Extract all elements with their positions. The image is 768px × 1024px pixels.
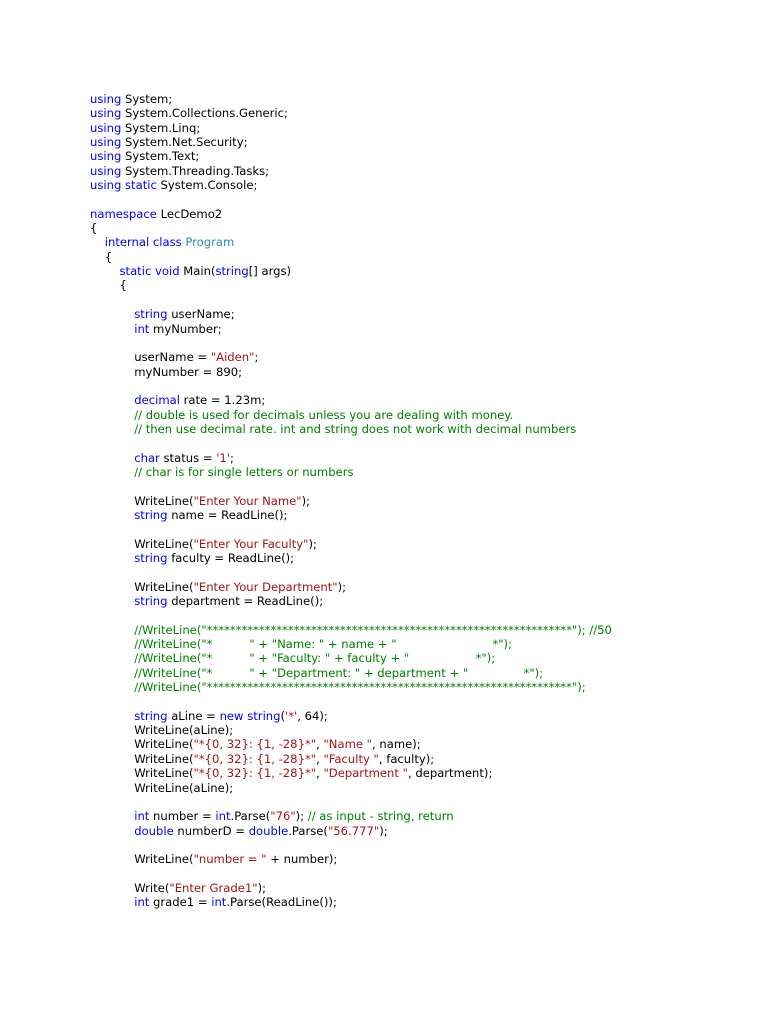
text-token: WriteLine( xyxy=(90,852,194,867)
text-token: LecDemo2 xyxy=(156,206,223,221)
code-line xyxy=(90,494,750,508)
code-line xyxy=(90,465,750,479)
text-token: ); xyxy=(379,823,388,838)
string-literal-token: "Enter Grade1" xyxy=(169,880,258,895)
code-line xyxy=(90,106,750,120)
keyword-token: class xyxy=(152,235,182,250)
text-token: , name); xyxy=(372,737,421,752)
code-line xyxy=(90,580,750,594)
comment-token: // as input - string, return xyxy=(307,809,454,824)
code-line xyxy=(90,178,750,192)
text-token: System.Collections.Generic; xyxy=(121,106,288,121)
code-line xyxy=(90,422,750,436)
keyword-token: string xyxy=(215,264,249,279)
code-line xyxy=(90,637,750,651)
text-token xyxy=(90,709,134,723)
blank-line xyxy=(90,867,750,881)
text-token: ); xyxy=(295,809,308,824)
text-token: System.Console; xyxy=(156,178,258,193)
blank-line xyxy=(90,565,750,579)
text-token: grade1 = xyxy=(149,895,212,910)
text-token: WriteLine(aLine); xyxy=(90,723,234,738)
text-token: WriteLine( xyxy=(90,536,194,551)
keyword-token: int xyxy=(134,321,150,336)
string-literal-token: "Name " xyxy=(323,737,373,752)
text-token: department = ReadLine(); xyxy=(167,594,324,609)
blank-line xyxy=(90,436,750,450)
text-token xyxy=(90,551,134,565)
code-line xyxy=(90,895,750,909)
blank-line xyxy=(90,293,750,307)
keyword-token: string xyxy=(134,507,168,522)
string-literal-token: "Faculty " xyxy=(323,751,379,766)
blank-line xyxy=(90,479,750,493)
text-token: , xyxy=(316,737,324,752)
keyword-token: using xyxy=(90,178,122,193)
text-token: number = xyxy=(149,809,216,824)
keyword-token: using xyxy=(90,106,122,121)
text-token: WriteLine( xyxy=(90,493,194,508)
text-token xyxy=(90,651,134,665)
comment-token: // then use decimal rate. int and string does not work with decimal numbers xyxy=(134,421,577,436)
string-literal-token: '1' xyxy=(216,450,230,465)
text-token xyxy=(90,422,134,436)
text-token xyxy=(90,307,134,321)
text-token: faculty = ReadLine(); xyxy=(167,551,295,565)
code-line xyxy=(90,651,750,665)
keyword-token: using xyxy=(90,135,122,150)
comment-token: //WriteLine("* " + "Faculty: " + faculty + " *"); xyxy=(134,651,496,666)
text-token: ; xyxy=(230,450,234,465)
text-token: .Parse(ReadLine()); xyxy=(226,895,337,910)
keyword-token: int xyxy=(134,809,150,824)
keyword-token: double xyxy=(134,823,174,838)
comment-token: //WriteLine("* " + "Name: " + name + " *"); xyxy=(134,637,512,652)
comment-token: //WriteLine("* " + "Department: " + department + " *"); xyxy=(134,665,544,680)
text-token: .Parse( xyxy=(230,809,271,824)
text-token: , xyxy=(316,766,324,781)
keyword-token: static xyxy=(125,178,157,193)
code-line xyxy=(90,408,750,422)
keyword-token: char xyxy=(134,450,160,465)
code-line xyxy=(90,250,750,264)
text-token: WriteLine( xyxy=(90,579,194,594)
string-literal-token: "Aiden" xyxy=(210,350,255,365)
code-line xyxy=(90,752,750,766)
string-literal-token: "Enter Your Name" xyxy=(193,493,302,508)
keyword-token: using xyxy=(90,149,122,164)
code-line xyxy=(90,235,750,249)
code-line xyxy=(90,537,750,551)
text-token xyxy=(90,623,134,637)
string-literal-token: "Enter Your Department" xyxy=(193,579,338,594)
text-token: , xyxy=(316,751,324,766)
text-token: System.Net.Security; xyxy=(121,135,248,150)
keyword-token: void xyxy=(155,264,180,279)
text-token: .Parse( xyxy=(288,823,328,838)
string-literal-token: "*{0, 32}: {1, -28}*" xyxy=(193,751,317,766)
code-line xyxy=(90,207,750,221)
keyword-token: decimal xyxy=(134,393,180,408)
keyword-token: string xyxy=(134,307,168,322)
text-token: status = xyxy=(159,450,217,465)
text-token xyxy=(90,235,105,249)
blank-line xyxy=(90,522,750,536)
keyword-token: using xyxy=(90,163,122,178)
text-token: numberD = xyxy=(173,823,249,838)
code-line xyxy=(90,92,750,106)
text-token: WriteLine(aLine); xyxy=(90,780,234,795)
text-token: , faculty); xyxy=(378,751,435,766)
comment-token: //WriteLine("***************************************************************"); xyxy=(134,680,586,695)
text-token xyxy=(90,264,119,278)
text-token: { xyxy=(90,278,127,293)
text-token: Write( xyxy=(90,880,170,895)
text-token: ; xyxy=(254,350,259,365)
text-token xyxy=(90,637,134,651)
type-token: Program xyxy=(185,235,235,250)
text-token: userName = xyxy=(90,350,211,365)
text-token: ( xyxy=(280,708,286,723)
text-token: { xyxy=(90,249,113,264)
code-line xyxy=(90,809,750,823)
code-line xyxy=(90,135,750,149)
code-line xyxy=(90,508,750,522)
text-token xyxy=(90,680,134,694)
text-token: ); xyxy=(257,880,266,895)
string-literal-token: "Enter Your Faculty" xyxy=(193,536,309,551)
keyword-token: namespace xyxy=(90,206,157,221)
text-token: { xyxy=(90,221,98,236)
code-line xyxy=(90,121,750,135)
string-literal-token: "Department " xyxy=(323,766,408,781)
text-token xyxy=(90,465,134,479)
text-token: ); xyxy=(308,536,317,551)
code-line xyxy=(90,278,750,292)
code-line xyxy=(90,264,750,278)
text-token xyxy=(90,895,134,909)
text-token: [] args) xyxy=(248,264,292,279)
text-token: WriteLine( xyxy=(90,766,194,781)
string-literal-token: "*{0, 32}: {1, -28}*" xyxy=(193,737,317,752)
blank-line xyxy=(90,192,750,206)
string-literal-token: "76" xyxy=(270,809,296,824)
text-token xyxy=(90,666,134,680)
text-token xyxy=(90,508,134,522)
string-literal-token: "number = " xyxy=(193,852,267,867)
code-line xyxy=(90,393,750,407)
text-token: + number); xyxy=(266,852,338,867)
text-token xyxy=(90,322,134,336)
text-token: ); xyxy=(301,493,311,508)
blank-line xyxy=(90,838,750,852)
code-line xyxy=(90,551,750,565)
keyword-token: static xyxy=(119,264,152,279)
code-line xyxy=(90,164,750,178)
text-token: System.Text; xyxy=(121,149,200,164)
text-token xyxy=(90,594,134,608)
code-line xyxy=(90,737,750,751)
code-line xyxy=(90,307,750,321)
code-line xyxy=(90,594,750,608)
keyword-token: int xyxy=(134,895,150,910)
code-line xyxy=(90,824,750,838)
code-line xyxy=(90,322,750,336)
code-line xyxy=(90,852,750,866)
keyword-token: double xyxy=(248,823,289,838)
code-line xyxy=(90,623,750,637)
keyword-token: new xyxy=(219,708,244,723)
code-line xyxy=(90,350,750,364)
text-token: WriteLine( xyxy=(90,737,194,752)
blank-line xyxy=(90,336,750,350)
text-token: myNumber; xyxy=(149,321,222,336)
keyword-token: using xyxy=(90,92,122,106)
code-line xyxy=(90,221,750,235)
text-token: Main( xyxy=(179,264,216,279)
code-line xyxy=(90,881,750,895)
code-line xyxy=(90,781,750,795)
code-document xyxy=(90,92,750,910)
code-line xyxy=(90,365,750,379)
text-token: ); xyxy=(337,579,347,594)
blank-line xyxy=(90,379,750,393)
code-line xyxy=(90,723,750,737)
code-line xyxy=(90,680,750,694)
text-token xyxy=(90,451,134,465)
keyword-token: using xyxy=(90,120,122,135)
keyword-token: string xyxy=(134,708,168,723)
code-line xyxy=(90,149,750,163)
text-token: rate = 1.23m; xyxy=(179,393,266,408)
comment-token: // double is used for decimals unless you are dealing with money. xyxy=(134,407,514,422)
text-token: aLine = xyxy=(167,708,220,723)
keyword-token: string xyxy=(134,551,168,565)
text-token: userName; xyxy=(167,307,235,322)
text-token: System.Linq; xyxy=(121,120,201,135)
blank-line xyxy=(90,795,750,809)
keyword-token: string xyxy=(247,708,281,723)
text-token: myNumber = 890; xyxy=(90,364,243,379)
text-token xyxy=(90,408,134,422)
comment-token: // char is for single letters or numbers xyxy=(134,464,354,479)
keyword-token: int xyxy=(211,895,227,910)
code-line xyxy=(90,766,750,780)
string-literal-token: "56.777" xyxy=(327,823,380,838)
code-line xyxy=(90,709,750,723)
comment-token: //WriteLine("***************************************************************"); //50 xyxy=(134,622,612,637)
text-token: System.Threading.Tasks; xyxy=(121,163,270,178)
string-literal-token: "*{0, 32}: {1, -28}*" xyxy=(193,766,317,781)
text-token: WriteLine( xyxy=(90,751,194,766)
blank-line xyxy=(90,694,750,708)
keyword-token: int xyxy=(215,809,231,824)
string-literal-token: '*' xyxy=(285,708,298,723)
text-token: , department); xyxy=(407,766,493,781)
keyword-token: internal xyxy=(104,235,150,250)
text-token: System; xyxy=(121,92,173,106)
text-token xyxy=(90,393,134,407)
text-token xyxy=(90,824,134,838)
blank-line xyxy=(90,608,750,622)
text-token: name = ReadLine(); xyxy=(167,507,288,522)
code-line xyxy=(90,666,750,680)
keyword-token: string xyxy=(134,594,168,609)
text-token xyxy=(90,809,134,823)
text-token: , 64); xyxy=(297,708,328,723)
code-line xyxy=(90,451,750,465)
